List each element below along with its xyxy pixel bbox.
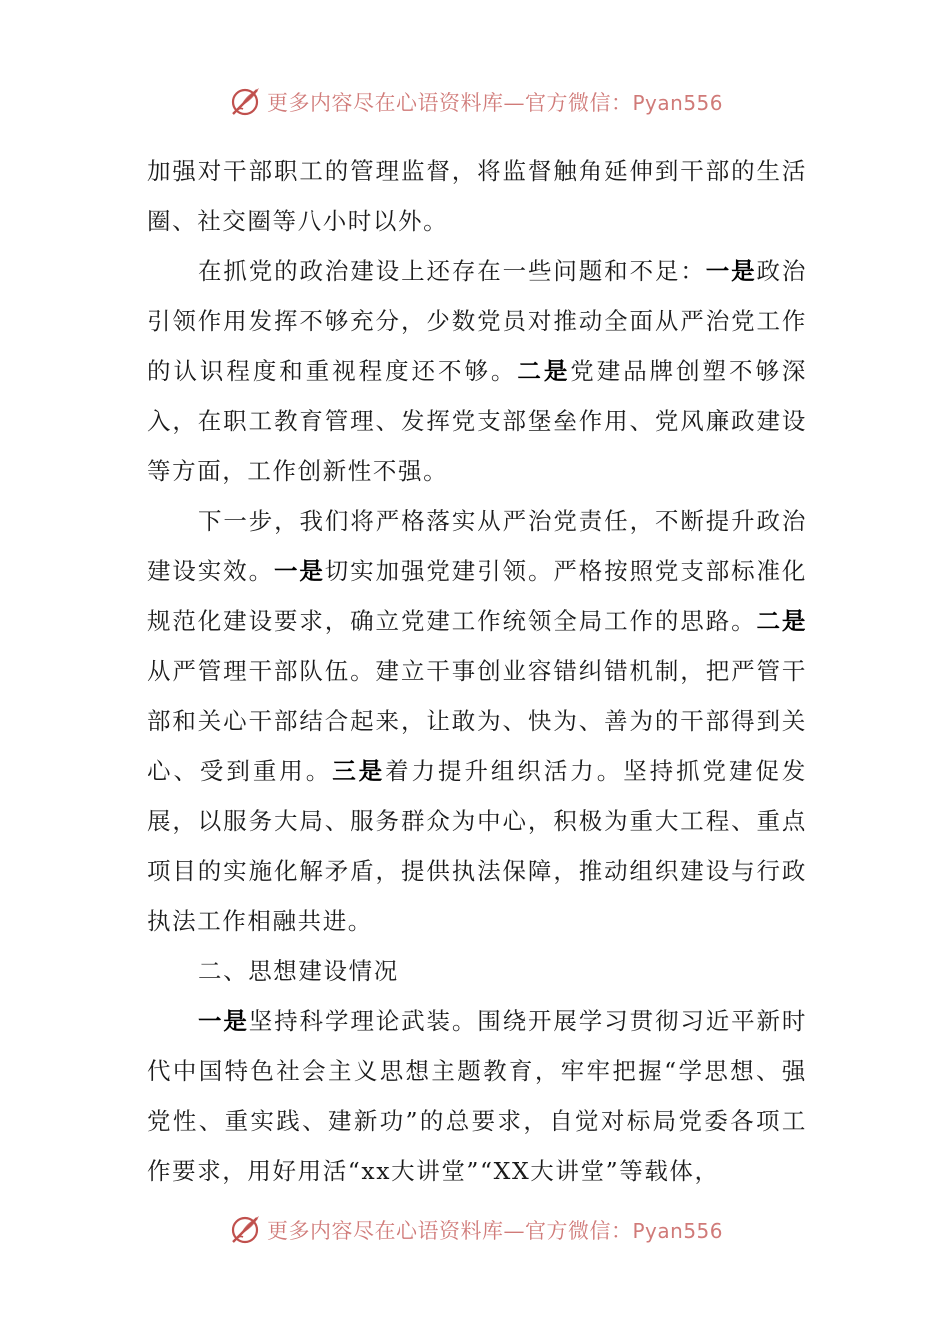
banner-text: 更多内容尽在心语资料库—官方微信：Pyan556 xyxy=(266,91,723,115)
paragraph: 在抓党的政治建设上还存在一些问题和不足：一是政治引领作用发挥不够充分，少数党员对推动全面从严治党工作的认识程度和重视程度还不够。二是党建品牌创塑不够深入，在职工教育管理、发挥党支部堡垒作用、党风廉政建设等方面，工作创新性不强。 xyxy=(147,257,808,485)
emphasis: 二是 xyxy=(756,607,807,635)
header-banner xyxy=(0,80,950,124)
emphasis: 二是 xyxy=(517,357,571,385)
feather-pen-logo-icon xyxy=(227,84,263,120)
wechat-id: Pyan556 xyxy=(632,1219,723,1243)
section-heading: 二、思想建设情况 xyxy=(198,957,399,985)
emphasis: 三是 xyxy=(332,757,386,785)
paragraph: 一是坚持科学理论武装。围绕开展学习贯彻习近平新时代中国特色社会主义思想主题教育，牢牢把握“学思想、强党性、重实践、建新功”的总要求，自觉对标局党委各项工作要求，用好用活“xx大讲堂”“XX大讲堂”等载体， xyxy=(147,1007,808,1185)
footer-banner xyxy=(0,1208,950,1252)
emphasis: 一是 xyxy=(705,257,757,285)
feather-pen-logo-icon xyxy=(227,1212,263,1248)
emphasis: 一是 xyxy=(198,1007,249,1035)
banner-text: 更多内容尽在心语资料库—官方微信：Pyan556 xyxy=(266,1219,723,1243)
document-body xyxy=(147,146,807,1196)
emphasis: 一是 xyxy=(273,557,325,585)
wechat-id: Pyan556 xyxy=(632,91,723,115)
paragraph: 加强对干部职工的管理监督，将监督触角延伸到干部的生活圈、社交圈等八小时以外。 xyxy=(147,157,807,235)
paragraph: 下一步，我们将严格落实从严治党责任，不断提升政治建设实效。一是切实加强党建引领。严格按照党支部标准化规范化建设要求，确立党建工作统领全局工作的思路。二是从严管理干部队伍。建立干事创业容错纠错机制，把严管干部和关心干部结合起来，让敢为、快为、善为的干部得到关心、受到重用。三是着力提升组织活力。坚持抓党建促发展，以服务大局、服务群众为中心，积极为重大工程、重点项目的实施化解矛盾，提供执法保障，推动组织建设与行政执法工作相融共进。 xyxy=(147,507,808,935)
